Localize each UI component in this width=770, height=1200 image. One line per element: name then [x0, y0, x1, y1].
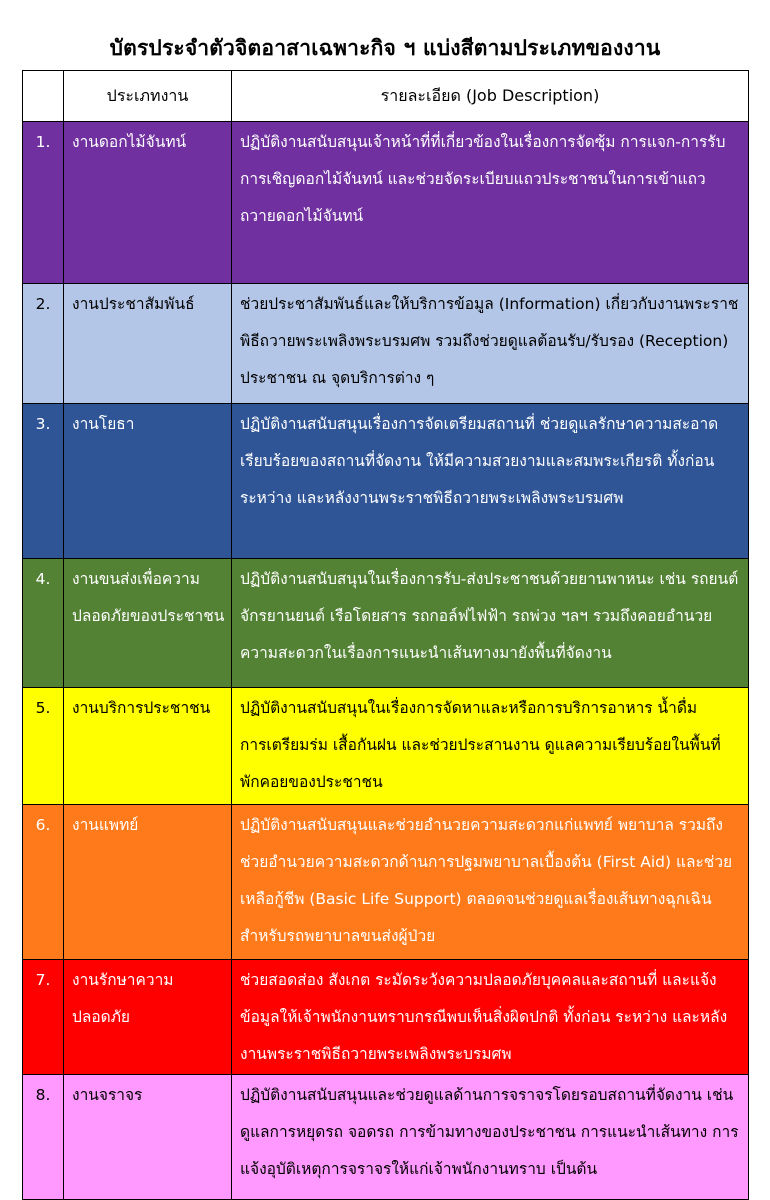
row-number: 3. [23, 404, 64, 559]
header-desc: รายละเอียด (Job Description) [232, 71, 749, 122]
job-description: ปฏิบัติงานสนับสนุนเรื่องการจัดเตรียมสถานที่ ช่วยดูแลรักษาความสะอาดเรียบร้อยของสถานที่จัดงาน ให้มีความสวยงามและสมพระเกียรติ ทั้งก่อน ระหว่าง และหลังงานพระราชพิธีถวายพระเพลิงพระบรมศพ [232, 404, 749, 559]
job-type: งานโยธา [64, 404, 232, 559]
job-description: ปฏิบัติงานสนับสนุนในเรื่องการรับ-ส่งประชาชนด้วยยานพาหนะ เช่น รถยนต์ จักรยานยนต์ เรือโดยสาร รถกอล์ฟไฟฟ้า รถพ่วง ฯลฯ รวมถึงคอยอำนวยความสะดวกในเรื่องการแนะนำเส้นทางมายังพื้นที่จัดงาน [232, 559, 749, 688]
job-type: งานดอกไม้จันทน์ [64, 122, 232, 284]
job-description: ช่วยประชาสัมพันธ์และให้บริการข้อมูล (Information) เกี่ยวกับงานพระราชพิธีถวายพระเพลิงพระบรมศพ รวมถึงช่วยดูแลต้อนรับ/รับรอง (Reception) ประชาชน ณ จุดบริการต่าง ๆ [232, 284, 749, 404]
job-description: ช่วยสอดส่อง สังเกต ระมัดระวังความปลอดภัยบุคคลและสถานที่ และแจ้งข้อมูลให้เจ้าพนักงานทราบกรณีพบเห็นสิ่งผิดปกติ ทั้งก่อน ระหว่าง และหลังงานพระราชพิธีถวายพระเพลิงพระบรมศพ [232, 960, 749, 1075]
table-row [23, 1075, 749, 1200]
row-number: 5. [23, 688, 64, 805]
job-description: ปฏิบัติงานสนับสนุนและช่วยดูแลด้านการจราจรโดยรอบสถานที่จัดงาน เช่น ดูแลการหยุดรถ จอดรถ การข้ามทางของประชาชน การแนะนำเส้นทาง การแจ้งอุบัติเหตุการจราจรให้แก่เจ้าพนักงานทราบ เป็นต้น [232, 1075, 749, 1200]
table-row [23, 960, 749, 1075]
job-type: งานรักษาความปลอดภัย [64, 960, 232, 1075]
job-description: ปฏิบัติงานสนับสนุนในเรื่องการจัดหาและหรือการบริการอาหาร น้ำดื่ม การเตรียมร่ม เสื้อกันฝน และช่วยประสานงาน ดูแลความเรียบร้อยในพื้นที่พักคอยของประชาชน [232, 688, 749, 805]
job-type: งานแพทย์ [64, 805, 232, 960]
row-number: 6. [23, 805, 64, 960]
job-description: ปฏิบัติงานสนับสนุนและช่วยอำนวยความสะดวกแก่แพทย์ พยาบาล รวมถึงช่วยอำนวยความสะดวกด้านการปฐมพยาบาลเบื้องต้น (First Aid) และช่วยเหลือกู้ชีพ (Basic Life Support) ตลอดจนช่วยดูแลเรื่องเส้นทางฉุกเฉินสำหรับรถพยาบาลขนส่งผู้ป่วย [232, 805, 749, 960]
table-row [23, 688, 749, 805]
row-number: 7. [23, 960, 64, 1075]
table-row [23, 284, 749, 404]
row-number: 1. [23, 122, 64, 284]
job-type: งานจราจร [64, 1075, 232, 1200]
job-table [22, 70, 749, 1200]
header-num [23, 71, 64, 122]
row-number: 2. [23, 284, 64, 404]
job-type: งานบริการประชาชน [64, 688, 232, 805]
job-type: งานประชาสัมพันธ์ [64, 284, 232, 404]
table-row [23, 805, 749, 960]
row-number: 8. [23, 1075, 64, 1200]
job-type: งานขนส่งเพื่อความปลอดภัยของประชาชน [64, 559, 232, 688]
table-header-row [23, 71, 749, 122]
page-title: บัตรประจำตัวจิตอาสาเฉพาะกิจ ฯ แบ่งสีตามประเภทของงาน [109, 36, 661, 60]
job-description: ปฏิบัติงานสนับสนุนเจ้าหน้าที่ที่เกี่ยวข้องในเรื่องการจัดซุ้ม การแจก-การรับ การเชิญดอกไม้จันทน์ และช่วยจัดระเบียบแถวประชาชนในการเข้าแถวถวายดอกไม้จันทน์ [232, 122, 749, 284]
table-row [23, 559, 749, 688]
header-type: ประเภทงาน [64, 71, 232, 122]
table-row [23, 404, 749, 559]
row-number: 4. [23, 559, 64, 688]
table-row [23, 122, 749, 284]
